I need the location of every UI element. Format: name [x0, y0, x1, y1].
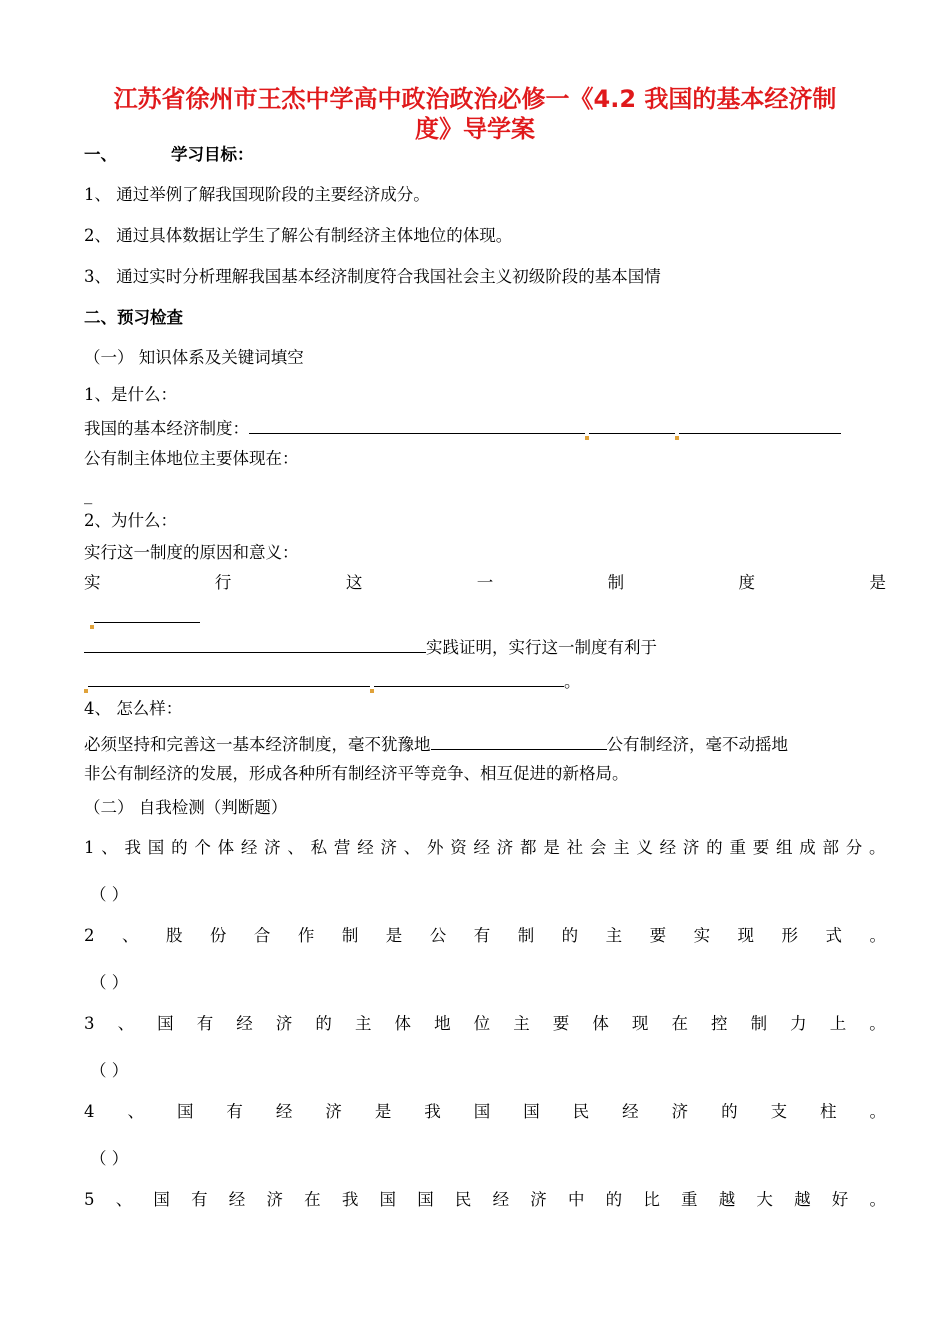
question-1-heading: 1、是什么： [84, 385, 177, 404]
judge-char: 2 [84, 926, 95, 945]
judge-char: 。 [869, 838, 886, 857]
judge-char: 、 [403, 838, 421, 857]
judge-char: 制 [341, 926, 359, 945]
judge-char: 民 [454, 1190, 472, 1209]
question-2-line-1: 实行这一制度的原因和意义： [84, 543, 299, 562]
judge-char: 济 [530, 1190, 547, 1209]
judge-question-3 [84, 1013, 886, 1035]
judge-char: 重 [729, 838, 746, 857]
practice-text: 实践证明，实行这一制度有利于 [426, 638, 657, 657]
judge-char: 、 [117, 1014, 135, 1033]
document-title-line2: 度》导学案 [415, 115, 535, 143]
q4-text-a: 必须坚持和完善这一基本经济制度，毫不犹豫地 [84, 735, 431, 754]
judge-char: 济 [380, 838, 397, 857]
section-label: 学习目标： [171, 145, 254, 164]
judge-char: 经 [473, 838, 491, 857]
judge-char: 国 [473, 1102, 491, 1121]
judge-char: 越 [718, 1190, 736, 1209]
fill-blank[interactable] [374, 668, 564, 687]
judge-char: 我 [424, 1102, 441, 1121]
judge-char: 、 [115, 1190, 133, 1209]
fill-blank[interactable] [679, 415, 841, 434]
judge-char: 、 [127, 1102, 144, 1121]
judge-char: 要 [649, 926, 667, 945]
judge-char: 、 [121, 926, 139, 945]
question-2-final-line [84, 668, 581, 693]
judge-char: 经 [275, 1102, 293, 1121]
judge-char: 的 [605, 1190, 623, 1209]
mark-dot [585, 436, 589, 440]
judge-char: 主 [613, 838, 630, 857]
judge-char: 济 [325, 1102, 342, 1121]
judge-char: 力 [790, 1014, 807, 1033]
judge-char: 主 [513, 1014, 530, 1033]
judge-char: 、 [101, 838, 118, 857]
judge-char: 体 [217, 838, 235, 857]
subsection-self-test: （二） 自我检测（判断题） [84, 798, 288, 817]
judge-char: 经 [492, 1190, 510, 1209]
judge-char: 济 [275, 1014, 293, 1033]
judge-char: 我 [124, 838, 142, 857]
judge-char: 主 [605, 926, 623, 945]
judge-char: 资 [450, 838, 467, 857]
judge-char: 的 [706, 838, 723, 857]
section-number: 一、 [84, 145, 117, 164]
judge-char: 济 [671, 1102, 689, 1121]
judge-char: 经 [659, 838, 677, 857]
judge-question-1 [84, 837, 886, 859]
judge-char: 外 [426, 838, 444, 857]
question-4-line-1 [84, 731, 788, 756]
judge-char: 3 [84, 1014, 95, 1033]
judge-question-4 [84, 1101, 886, 1123]
question-1-line-1 [84, 415, 841, 440]
judge-char: 柱 [820, 1102, 837, 1121]
judge-char: 经 [622, 1102, 639, 1121]
judge-char: 上 [829, 1014, 847, 1033]
judge-char: 个 [194, 838, 211, 857]
fill-label: 我国的基本经济制度： [84, 419, 249, 438]
judge-char: 大 [756, 1190, 773, 1209]
spread-char: 这 [345, 573, 363, 592]
judge-char: 济 [264, 838, 281, 857]
judge-char: 主 [354, 1014, 372, 1033]
judge-question-5 [84, 1189, 886, 1211]
spread-char: 实 [84, 573, 101, 592]
judge-char: 公 [429, 926, 447, 945]
judge-char: 是 [374, 1102, 392, 1121]
answer-parentheses[interactable]: （ ） [90, 973, 129, 992]
spread-char: 是 [869, 573, 886, 592]
judge-char: 有 [196, 1014, 214, 1033]
judge-char: 现 [631, 1014, 649, 1033]
judge-char: 。 [869, 1102, 886, 1121]
judge-char: 济 [682, 838, 700, 857]
judge-char: 体 [394, 1014, 411, 1033]
judge-char: 5 [84, 1190, 95, 1209]
judge-char: 部 [822, 838, 839, 857]
judge-char: 合 [253, 926, 271, 945]
judge-char: 的 [171, 838, 188, 857]
judge-char: 是 [385, 926, 403, 945]
judge-char: 国 [176, 1102, 194, 1121]
answer-parentheses[interactable]: （ ） [90, 1061, 129, 1080]
subsection-knowledge: （一） 知识体系及关键词填空 [84, 348, 304, 367]
goal-item-1: 1、 通过举例了解我国现阶段的主要经济成分。 [84, 185, 430, 204]
judge-char: 要 [552, 1014, 570, 1033]
question-2-heading: 2、为什么： [84, 511, 177, 530]
judge-char: 支 [770, 1102, 788, 1121]
fill-blank[interactable] [84, 634, 426, 653]
judge-char: 成 [799, 838, 816, 857]
judge-char: 。 [869, 1190, 886, 1209]
judge-char: 义 [636, 838, 653, 857]
judge-char: 作 [297, 926, 315, 945]
fill-blank[interactable] [94, 604, 200, 623]
spread-char: 制 [607, 573, 625, 592]
final-period: 。 [564, 672, 581, 691]
section-heading-preview: 二、预习检查 [84, 308, 183, 327]
mark-dot [370, 689, 374, 693]
judge-char: 、 [287, 838, 304, 857]
judge-char: 的 [721, 1102, 738, 1121]
judge-char: 是 [543, 838, 560, 857]
fill-blank[interactable] [88, 668, 370, 687]
judge-char: 4 [84, 1102, 95, 1121]
question-2-blank-line [90, 604, 200, 629]
judge-char: 国 [153, 1190, 170, 1209]
question-2-practice-line [84, 634, 657, 659]
question-1-line-3[interactable]: _ [84, 485, 93, 504]
question-2-spread-line [84, 572, 886, 594]
fill-blank[interactable] [589, 415, 675, 434]
judge-char: 控 [711, 1014, 728, 1033]
mark-dot [675, 436, 679, 440]
judge-char: 会 [589, 838, 607, 857]
judge-char: 分 [845, 838, 863, 857]
judge-char: 国 [417, 1190, 434, 1209]
question-4-heading: 4、 怎么样： [84, 699, 183, 718]
judge-char: 地 [434, 1014, 451, 1033]
question-1-line-2: 公有制主体地位主要体现在： [84, 449, 299, 468]
judge-char: 在 [671, 1014, 688, 1033]
judge-char: 形 [781, 926, 798, 945]
spread-char: 一 [476, 573, 494, 592]
judge-char: 社 [566, 838, 584, 857]
judge-char: 济 [266, 1190, 283, 1209]
judge-char: 的 [561, 926, 579, 945]
document-title-line1: 江苏省徐州市王杰中学高中政治政治必修一《4.2 我国的基本经济制 [113, 85, 837, 113]
judge-char: 的 [315, 1014, 332, 1033]
question-4-line-2: 非公有制经济的发展，形成各种所有制经济平等竞争、相互促进的新格局。 [84, 764, 629, 783]
judge-char: 重 [681, 1190, 698, 1209]
judge-char: 比 [643, 1190, 660, 1209]
judge-char: 要 [752, 838, 770, 857]
judge-char: 份 [209, 926, 227, 945]
judge-char: 都 [520, 838, 537, 857]
judge-char: 经 [357, 838, 374, 857]
judge-char: 有 [473, 926, 491, 945]
mark-dot [84, 689, 88, 693]
section-heading-goals [84, 144, 254, 166]
mark-dot [90, 625, 94, 629]
judge-char: 营 [333, 838, 351, 857]
fill-blank[interactable] [249, 415, 585, 434]
goal-item-3: 3、 通过实时分析理解我国基本经济制度符合我国社会主义初级阶段的基本国情 [84, 267, 661, 286]
judge-char: 在 [304, 1190, 321, 1209]
judge-char: 1 [84, 838, 95, 857]
judge-char: 经 [240, 838, 258, 857]
judge-question-2 [84, 925, 886, 947]
judge-char: 济 [496, 838, 514, 857]
judge-char: 国 [379, 1190, 396, 1209]
judge-char: 有 [226, 1102, 243, 1121]
answer-parentheses[interactable]: （ ） [90, 1149, 129, 1168]
judge-char: 实 [693, 926, 711, 945]
judge-char: 。 [869, 926, 886, 945]
judge-char: 制 [517, 926, 535, 945]
judge-char: 越 [794, 1190, 811, 1209]
spread-char: 度 [738, 573, 756, 592]
judge-char: 制 [750, 1014, 768, 1033]
judge-char: 经 [228, 1190, 246, 1209]
judge-char: 国 [523, 1102, 540, 1121]
judge-char: 股 [165, 926, 183, 945]
judge-char: 位 [473, 1014, 491, 1033]
judge-char: 中 [567, 1190, 585, 1209]
judge-char: 组 [775, 838, 793, 857]
spread-char: 行 [214, 573, 232, 592]
judge-char: 经 [236, 1014, 253, 1033]
judge-char: 国 [157, 1014, 174, 1033]
judge-char: 国 [147, 838, 165, 857]
judge-char: 体 [592, 1014, 609, 1033]
judge-char: 。 [869, 1014, 886, 1033]
answer-parentheses[interactable]: （ ） [90, 885, 129, 904]
judge-char: 民 [572, 1102, 590, 1121]
goal-item-2: 2、 通过具体数据让学生了解公有制经济主体地位的体现。 [84, 226, 513, 245]
judge-char: 我 [341, 1190, 359, 1209]
fill-blank[interactable] [431, 731, 607, 750]
judge-char: 好 [831, 1190, 849, 1209]
q4-text-b: 公有制经济，毫不动摇地 [606, 735, 788, 754]
judge-char: 式 [825, 926, 842, 945]
judge-char: 有 [191, 1190, 208, 1209]
judge-char: 私 [310, 838, 328, 857]
judge-char: 现 [737, 926, 755, 945]
